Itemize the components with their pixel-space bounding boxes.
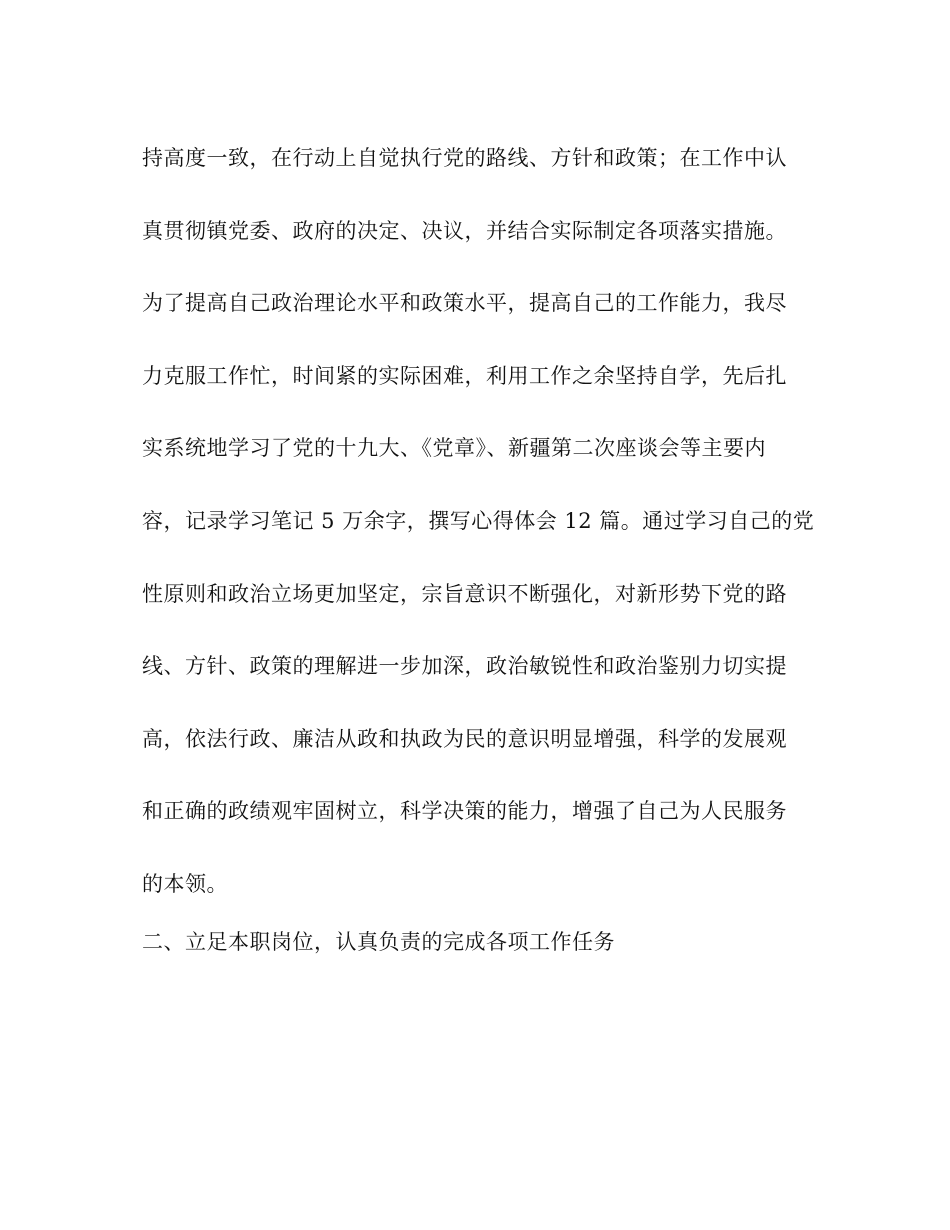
paragraph-line: 力克服工作忙，时间紧的实际困难，利用工作之余坚持自学，先后扎 — [142, 363, 787, 388]
paragraph-line: 线、方针、政策的理解进一步加深，政治敏锐性和政治鉴别力切实提 — [142, 654, 787, 679]
paragraph-line: 高，依法行政、廉洁从政和执政为民的意识明显增强，科学的发展观 — [142, 726, 787, 751]
paragraph-line: 为了提高自己政治理论水平和政策水平，提高自己的工作能力，我尽 — [142, 291, 787, 316]
paragraph-line: 性原则和政治立场更加坚定，宗旨意识不断强化，对新形势下党的路 — [142, 581, 787, 606]
paragraph-line: 和正确的政绩观牢固树立，科学决策的能力，增强了自己为人民服务 — [142, 799, 787, 824]
paragraph-line: 实系统地学习了党的十九大、《党章》、新疆第二次座谈会等主要内 — [142, 436, 766, 461]
body-paragraph — [142, 136, 822, 935]
paragraph-line: 的本领。 — [142, 871, 228, 896]
section-heading: 二、立足本职岗位，认真负责的完成各项工作任务 — [142, 930, 615, 954]
paragraph-line: 真贯彻镇党委、政府的决定、决议，并结合实际制定各项落实措施。 — [142, 218, 787, 243]
paragraph-line: 持高度一致，在行动上自觉执行党的路线、方针和政策；在工作中认 — [142, 146, 787, 170]
paragraph-line: 容，记录学习笔记 5 万余字，撰写心得体会 12 篇。通过学习自己的党 — [142, 508, 815, 533]
